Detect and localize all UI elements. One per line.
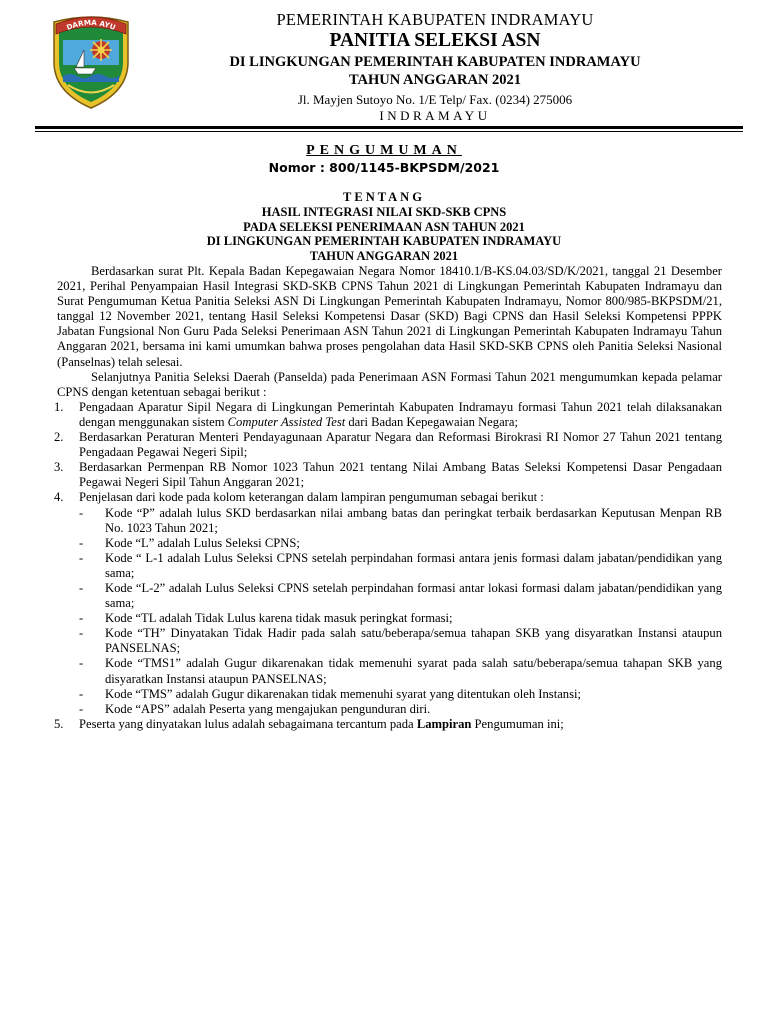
code-text: Kode “TH” Dinyatakan Tidak Hadir pada salah satu/beberapa/semua tahapan SKB yang disyaratkan Instansi ataupun PANSELNAS; [105,626,722,656]
item-text: Berdasarkan Permenpan RB Nomor 1023 Tahun 2021 tentang Nilai Ambang Batas Seleksi Kompetensi Dasar Pengadaan Pegawai Negeri Sipil Tahun Anggaran 2021; [79,460,722,490]
announcement-number: Nomor : 800/1145-BKPSDM/2021 [268,160,500,175]
letterhead-city: INDRAMAYU [379,108,491,123]
letterhead-address: Jl. Mayjen Sutoyo No. 1/E Telp/ Fax. (0234) 275006 [297,92,573,107]
code-text: Kode “TL adalah Tidak Lulus karena tidak masuk peringkat formasi; [105,611,453,626]
code-text: Kode “P” adalah lulus SKD berdasarkan nilai ambang batas dan peringkat terbaik berdasarkan Keputusan Menpan RB No. 1023 Tahun 2021; [105,505,722,535]
announcement-header [0,142,768,263]
provision-item [55,430,722,460]
item-text: Berdasarkan Peraturan Menteri Pendayagunaan Aparatur Negara dan Reformasi Birokrasi RI Nomor 27 Tahun 2021 tentang Pengadaan Pegawai Negeri Sipil; [79,430,722,460]
provision-item [55,400,722,430]
code-text: Kode “TMS1” adalah Gugur dikarenakan tidak memenuhi syarat pada salah satu/beberapa/semua tahapan SKB yang disyaratkan Instansi ataupun PANSELNAS; [105,656,722,686]
provision-item [55,717,722,732]
announcement-body [54,264,722,732]
logo-banner-text: DARMA AYU [65,17,117,33]
letterhead-government: PEMERINTAH KABUPATEN INDRAMAYU [276,10,594,29]
item-number: 3. [54,460,64,475]
letterhead [150,10,720,124]
code-text: Kode “APS” adalah Peserta yang mengajukan pengunduran diri. [105,701,431,716]
item-number: 1. [54,399,64,414]
letterhead-rule-thick [35,126,743,129]
item-emphasis: Computer Assisted Test [227,414,346,429]
code-item: - Kode “L” adalah Lulus Seleksi CPNS; [79,535,300,550]
code-text: Kode “L-2” adalah Lulus Seleksi CPNS setelah perpindahan formasi antar lokasi formasi dalam jabatan/pendidikan yang sama; [105,580,722,611]
item-text: Penjelasan dari kode pada kolom keterangan dalam lampiran pengumuman sebagai berikut : [79,490,544,505]
announcement-subject-line: TAHUN ANGGARAN 2021 [309,248,459,263]
code-item: - Kode “APS” adalah Peserta yang mengajukan pengunduran diri. [79,701,431,716]
code-text: Kode “ L-1 adalah Lulus Seleksi CPNS setelah perpindahan formasi antara jenis formasi dalam jabatan/pendidikan yang sama; [105,550,722,580]
opening-paragraph: Berdasarkan surat Plt. Kepala Badan Kepegawaian Negara Nomor 18410.1/B-KS.04.03/SD/K/2021, tanggal 21 Desember 2021, Perihal Penyampaian Hasil Integrasi SKD-SKB CPNS Tahun 2021 di Lingkungan Pemerintah Kabupaten Indramayu dan Surat Pengumuman Ketua Panitia Seleksi ASN Di Lingkungan Pemerintah Kabupaten Indramayu, Nomor 800/985-BKPSDM/21, tanggal 12 November 2021, tentang Hasil Seleksi Kompetensi Dasar (SKD) Bagi CPNS dan Hasil Seleksi Kompetensi PPPK Jabatan Fungsional Non Guru Pada Seleksi Penerimaan ASN Tahun 2021 di Lingkungan Pemerintah Kabupaten Indramayu Tahun Anggaran 2021, bersama ini kami umumkan bahwa proses pengolahan data Hasil SKD-SKB CPNS oleh Panitia Seleksi Nasional (Panselnas) telah selesai. [57,264,722,369]
announcement-subject-line: PADA SELEKSI PENERIMAAN ASN TAHUN 2021 [243,219,525,234]
letterhead-rule-thin [35,131,743,132]
code-item: - Kode “P” adalah lulus SKD berdasarkan nilai ambang batas dan peringkat terbaik berdasarkan Keputusan Menpan RB No. 1023 Tahun 2021; [79,505,722,535]
letterhead-fiscal-year: TAHUN ANGGARAN 2021 [348,72,522,88]
code-item: - Kode “L-2” adalah Lulus Seleksi CPNS setelah perpindahan formasi antar lokasi formasi dalam jabatan/pendidikan yang sama; [79,580,722,611]
announcement-subject-line: HASIL INTEGRASI NILAI SKD-SKB CPNS [261,205,507,219]
provision-item [55,460,722,490]
provision-item [55,490,722,716]
indramayu-regency-logo [46,10,136,110]
announcement-subject-line: DI LINGKUNGAN PEMERINTAH KABUPATEN INDRAMAYU [206,234,562,248]
item-number: 4. [54,490,64,505]
code-text: Kode “TMS” adalah Gugur dikarenakan tidak memenuhi syarat yang ditentukan oleh Instansi; [105,686,581,701]
code-item: - Kode “TMS1” adalah Gugur dikarenakan tidak memenuhi syarat pada salah satu/beberapa/semua tahapan SKB yang disyaratkan Instansi ataupun PANSELNAS; [79,656,722,686]
item-text: Pengumuman ini; [471,716,564,731]
provisions-list [54,399,722,732]
code-list [79,506,722,717]
code-item: - Kode “TMS” adalah Gugur dikarenakan tidak memenuhi syarat yang ditentukan oleh Instansi; [79,686,581,701]
code-text: Kode “L” adalah Lulus Seleksi CPNS; [105,535,300,550]
letterhead-committee: PANITIA SELEKSI ASN [329,30,541,51]
item-bold: Lampiran [416,716,472,731]
item-text: Pengadaan Aparatur Sipil Negara di Lingkungan Pemerintah Kabupaten Indramayu formasi Tahun 2021 telah dilaksanakan dengan menggunakan sistem [79,399,722,429]
item-number: 5. [54,716,64,731]
item-text: Peserta yang dinyatakan lulus adalah sebagaimana tercantum pada [79,716,417,731]
code-item: - Kode “TL adalah Tidak Lulus karena tidak masuk peringkat formasi; [79,611,453,626]
code-item: - Kode “ L-1 adalah Lulus Seleksi CPNS setelah perpindahan formasi antara jenis formasi dalam jabatan/pendidikan yang sama; [79,550,722,580]
code-item: - Kode “TH” Dinyatakan Tidak Hadir pada salah satu/beberapa/semua tahapan SKB yang disyaratkan Instansi ataupun PANSELNAS; [79,626,722,656]
provisions-intro-paragraph: Selanjutnya Panitia Seleksi Daerah (Panselda) pada Penerimaan ASN Formasi Tahun 2021 mengumumkan kepada pelamar CPNS dengan ketentuan sebagai berikut : [57,369,722,399]
item-text: dari Badan Kepegawaian Negara; [345,414,518,429]
announcement-title: PENGUMUMAN [306,143,462,158]
item-number: 2. [54,430,64,445]
announcement-about-label: TENTANG [343,190,425,204]
letterhead-scope: DI LINGKUNGAN PEMERINTAH KABUPATEN INDRAMAYU [229,54,641,70]
